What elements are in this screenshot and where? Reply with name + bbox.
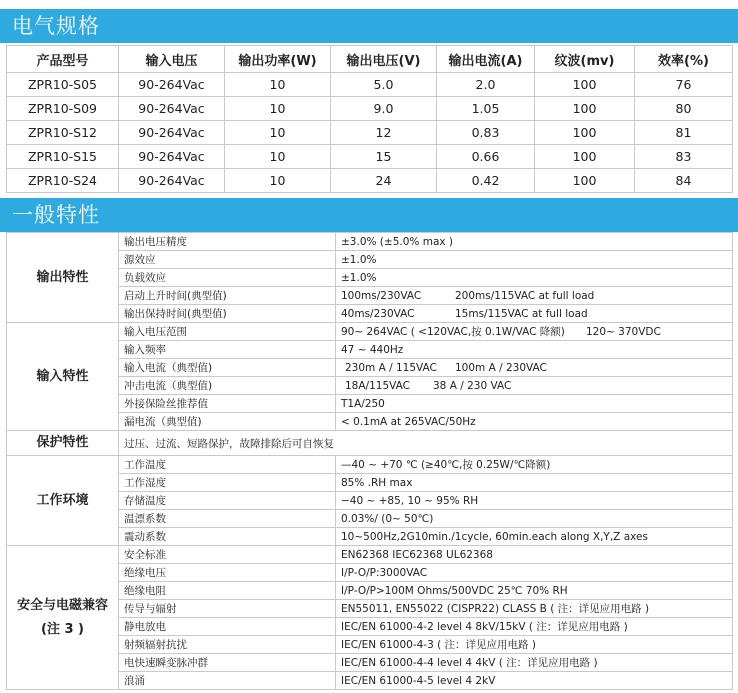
cell-output-voltage: 9.0 [331,97,437,121]
cell-efficiency: 76 [635,73,733,97]
value-part: 90~ 264VAC ( <120VAC,按 0.1W/VAC 降额) [341,326,565,338]
param-value [336,323,733,341]
cell-output-power: 10 [225,97,331,121]
cell-efficiency: 81 [635,121,733,145]
table-header-row [7,46,733,73]
param-value: 85% .RH max [336,474,733,492]
param-label: 负载效应 [119,269,336,287]
cell-output-voltage: 12 [331,121,437,145]
param-value: EN62368 IEC62368 UL62368 [336,546,733,564]
param-label: 绝缘电阻 [119,582,336,600]
param-value: 10~500Hz,2G10min./1cycle, 60min.each along X,Y,Z axes [336,528,733,546]
cell-input-voltage: 90-264Vac [119,169,225,193]
param-value: 47 ~ 440Hz [336,341,733,359]
param-label: 浪涌 [119,672,336,690]
cell-input-voltage: 90-264Vac [119,73,225,97]
cell-output-voltage: 5.0 [331,73,437,97]
cell-efficiency: 84 [635,169,733,193]
column-header-efficiency: 效率(%) [635,46,733,73]
cell-output-power: 10 [225,169,331,193]
param-value: EN55011, EN55022 (CISPR22) CLASS B ( 注：详见应用电路 ) [336,600,733,618]
param-label: 存储温度 [119,492,336,510]
param-label: 启动上升时间(典型值) [119,287,336,305]
table-row [7,169,733,193]
value-part: 100ms/230VAC [341,289,422,302]
section-title-general: 一般特性 [0,198,738,232]
general-characteristics-table [6,232,733,690]
column-header-output-power: 输出功率(W) [225,46,331,73]
param-value: IEC/EN 61000-4-4 level 4 4kV ( 注：详见应用电路 ) [336,654,733,672]
table-row [7,323,733,341]
param-label: 震动系数 [119,528,336,546]
cell-ripple: 100 [535,121,635,145]
param-label: 输出电压精度 [119,233,336,251]
param-label: 温漂系数 [119,510,336,528]
cell-output-current: 0.66 [437,145,535,169]
cell-model: ZPR10-S05 [7,73,119,97]
param-label: 源效应 [119,251,336,269]
cell-ripple: 100 [535,145,635,169]
value-part: 200ms/115VAC at full load [455,289,595,302]
column-header-input-voltage: 输入电压 [119,46,225,73]
table-row [7,121,733,145]
table-row [7,145,733,169]
cell-ripple: 100 [535,97,635,121]
param-value: ±1.0% [336,269,733,287]
category-protection: 保护特性 [7,431,119,456]
electrical-spec-table [6,45,733,193]
cell-input-voltage: 90-264Vac [119,97,225,121]
value-part: 120~ 370VDC [586,326,661,338]
cell-output-current: 2.0 [437,73,535,97]
param-label: 静电放电 [119,618,336,636]
param-value: −40 ~ +85, 10 ~ 95% RH [336,492,733,510]
param-value: IEC/EN 61000-4-5 level 4 2kV [336,672,733,690]
param-label: 绝缘电压 [119,564,336,582]
cell-output-current: 0.83 [437,121,535,145]
cell-output-power: 10 [225,73,331,97]
table-row [7,546,733,564]
value-part: 40ms/230VAC [341,307,415,320]
category-input: 输入特性 [7,323,119,431]
param-value: < 0.1mA at 265VAC/50Hz [336,413,733,431]
param-label: 电快速瞬变脉冲群 [119,654,336,672]
category-environment: 工作环境 [7,456,119,546]
param-value [336,305,733,323]
param-label: 射频辐射抗扰 [119,636,336,654]
param-label: 输入频率 [119,341,336,359]
param-value [336,287,733,305]
cell-output-current: 0.42 [437,169,535,193]
cell-output-power: 10 [225,121,331,145]
cell-efficiency: 83 [635,145,733,169]
param-label: 安全标准 [119,546,336,564]
param-value: —40 ~ +70 ℃ (≥40℃,按 0.25W/℃降额) [336,456,733,474]
value-part: 100m A / 230VAC [455,361,547,374]
column-header-output-voltage: 输出电压(V) [331,46,437,73]
cell-model: ZPR10-S09 [7,97,119,121]
cell-output-voltage: 15 [331,145,437,169]
category-safety-emc: 安全与电磁兼容(注 3 ) [7,546,119,690]
param-value: IEC/EN 61000-4-2 level 4 8kV/15kV ( 注：详见应用电路 ) [336,618,733,636]
param-label: 外接保险丝推荐值 [119,395,336,413]
param-value: I/P-O/P>100M Ohms/500VDC 25℃ 70% RH [336,582,733,600]
cell-input-voltage: 90-264Vac [119,145,225,169]
cell-ripple: 100 [535,73,635,97]
param-value: T1A/250 [336,395,733,413]
param-value: IEC/EN 61000-4-3 ( 注：详见应用电路 ) [336,636,733,654]
param-value: ±1.0% [336,251,733,269]
column-header-ripple: 纹波(mv) [535,46,635,73]
param-label: 漏电流（典型值) [119,413,336,431]
cell-input-voltage: 90-264Vac [119,121,225,145]
column-header-model: 产品型号 [7,46,119,73]
table-row [7,233,733,251]
value-part: 18A/115VAC [345,379,410,392]
param-label: 工作湿度 [119,474,336,492]
param-value [336,377,733,395]
param-value: 0.03%/ (0~ 50℃) [336,510,733,528]
param-value: I/P-O/P:3000VAC [336,564,733,582]
value-part: 38 A / 230 VAC [433,379,512,392]
cell-output-current: 1.05 [437,97,535,121]
cell-model: ZPR10-S12 [7,121,119,145]
value-part: 15ms/115VAC at full load [455,307,588,320]
table-row [7,431,733,456]
table-row [7,73,733,97]
section-title-electrical: 电气规格 [0,9,738,43]
param-label: 传导与辐射 [119,600,336,618]
cell-output-power: 10 [225,145,331,169]
param-label: 冲击电流（典型值) [119,377,336,395]
category-output: 输出特性 [7,233,119,323]
param-value [336,359,733,377]
cell-model: ZPR10-S24 [7,169,119,193]
param-label: 输入电流（典型值) [119,359,336,377]
param-label: 工作温度 [119,456,336,474]
cell-ripple: 100 [535,169,635,193]
cell-model: ZPR10-S15 [7,145,119,169]
column-header-output-current: 输出电流(A) [437,46,535,73]
cell-efficiency: 80 [635,97,733,121]
cell-output-voltage: 24 [331,169,437,193]
protection-text: 过压、过流、短路保护，故障排除后可自恢复 [119,431,733,456]
param-label: 输出保持时间(典型值) [119,305,336,323]
table-row [7,456,733,474]
value-part: 230m A / 115VAC [345,361,437,374]
param-value: ±3.0% (±5.0% max ) [336,233,733,251]
table-row [7,97,733,121]
param-label: 输入电压范围 [119,323,336,341]
